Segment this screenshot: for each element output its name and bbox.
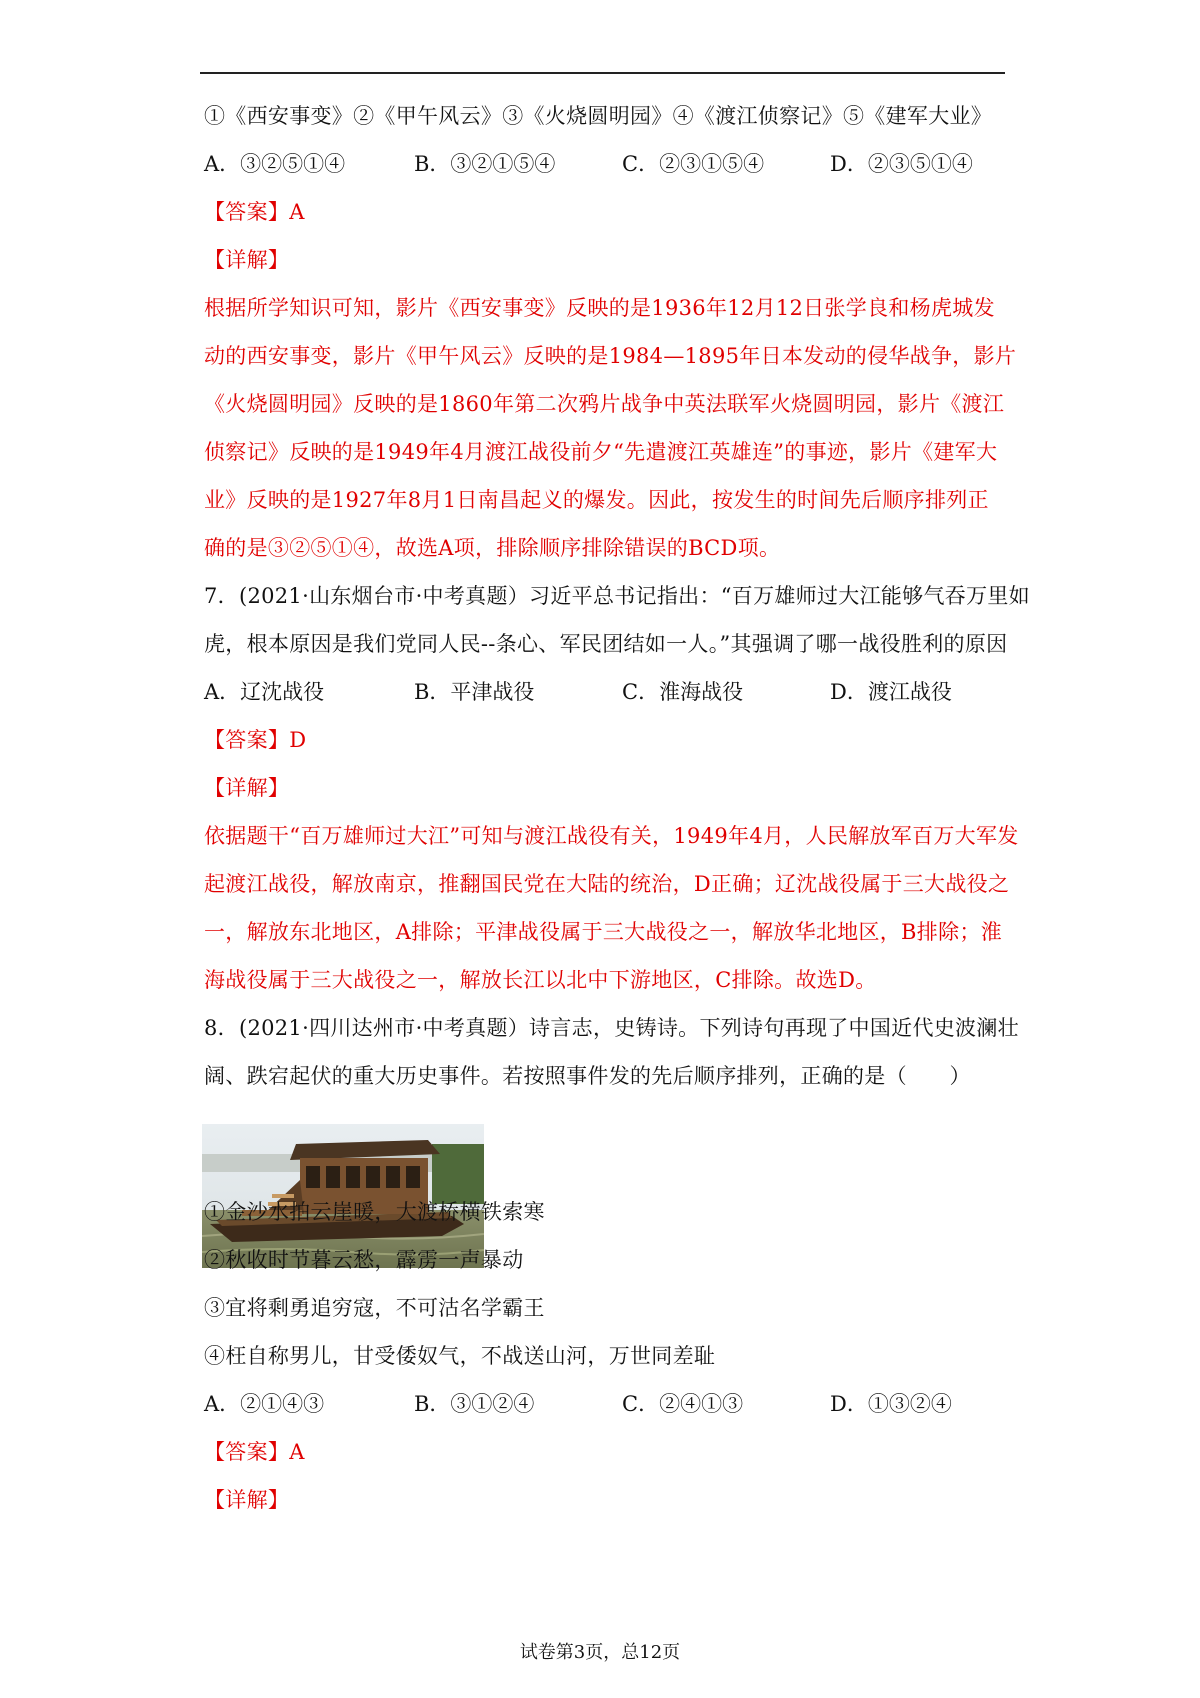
q6-answer bbox=[204, 188, 1004, 236]
q8-answer bbox=[204, 1428, 1004, 1476]
header-rule bbox=[200, 72, 1005, 74]
q8-item-4: ④枉自称男儿，甘受倭奴气，不战送山河，万世同差耻 bbox=[204, 1344, 716, 1368]
q6-options-list: ①《西安事变》②《甲午风云》③《火烧圆明园》④《渡江侦察记》⑤《建军大业》 bbox=[204, 104, 993, 128]
q6-detail-line: 业》反映的是1927年8月1日南昌起义的爆发。因此，按发生的时间先后顺序排列正 bbox=[204, 488, 989, 512]
q6-detail-line: 确的是③②⑤①④，故选A项，排除顺序排除错误的BCD项。 bbox=[204, 536, 781, 560]
q7-detail-line: 依据题干“百万雄师过大江”可知与渡江战役有关，1949年4月，人民解放军百万大军发 bbox=[204, 824, 1019, 848]
q7-answer bbox=[204, 716, 1004, 764]
q8-item-3: ③宜将剩勇追穷寇，不可沽名学霸王 bbox=[204, 1296, 545, 1320]
q6-choice-c: C．②③①⑤④ bbox=[622, 152, 765, 176]
q8-answer-label: 【答案】 bbox=[204, 1440, 290, 1464]
q8-detail-label: 【详解】 bbox=[204, 1488, 290, 1512]
q8-stem-line: 8．(2021·四川达州市·中考真题）诗言志，史铸诗。下列诗句再现了中国近代史波澜壮 bbox=[204, 1016, 1019, 1040]
q6-choice-a: A．③②⑤①④ bbox=[204, 152, 346, 176]
q6-choice-b: B．③②①⑤④ bbox=[414, 152, 556, 176]
page-footer: 试卷第3页，总12页 bbox=[519, 1642, 681, 1663]
q6-choices bbox=[204, 140, 1004, 188]
q7-choice-d: D．渡江战役 bbox=[830, 680, 952, 704]
q8-choice-b: B．③①②④ bbox=[414, 1392, 535, 1416]
q8-item-2: ②秋收时节暮云愁，霹雳一声暴动 bbox=[204, 1248, 524, 1272]
q7-stem-line: 虎，根本原因是我们党同人民--条心、军民团结如一人。”其强调了哪一战役胜利的原因 bbox=[204, 632, 1008, 656]
q6-detail-line: 动的西安事变，影片《甲午风云》反映的是1984—1895年日本发动的侵华战争，影片 bbox=[204, 344, 1017, 368]
q7-detail-line: 一，解放东北地区，A排除；平津战役属于三大战役之一，解放华北地区，B排除；淮 bbox=[204, 920, 1002, 944]
q7-choice-b: B．平津战役 bbox=[414, 680, 535, 704]
q7-detail-line: 海战役属于三大战役之一，解放长江以北中下游地区，C排除。故选D。 bbox=[204, 968, 877, 992]
q8-choices bbox=[204, 1380, 1004, 1428]
q8-choice-d: D．①③②④ bbox=[830, 1392, 952, 1416]
q6-detail-line: 侦察记》反映的是1949年4月渡江战役前夕“先遣渡江英雄连”的事迹，影片《建军大 bbox=[204, 440, 998, 464]
q6-choice-d: D．②③⑤①④ bbox=[830, 152, 973, 176]
q7-detail-line: 起渡江战役，解放南京，推翻国民党在大陆的统治，D正确；辽沈战役属于三大战役之 bbox=[204, 872, 1010, 896]
q6-answer-label: 【答案】 bbox=[204, 200, 290, 224]
q6-detail-label: 【详解】 bbox=[204, 248, 290, 272]
q7-stem-line: 7．(2021·山东烟台市·中考真题）习近平总书记指出：“百万雄师过大江能够气吞万里如 bbox=[204, 584, 1030, 608]
q8-answer-value: A bbox=[289, 1440, 305, 1464]
q8-choice-a: A．②①④③ bbox=[204, 1392, 325, 1416]
q8-stem-line: 阔、跌宕起伏的重大历史事件。若按照事件发的先后顺序排列，正确的是（ ） bbox=[204, 1064, 971, 1088]
q7-choice-c: C．淮海战役 bbox=[622, 680, 744, 704]
q6-detail-line: 根据所学知识可知，影片《西安事变》反映的是1936年12月12日张学良和杨虎城发 bbox=[204, 296, 995, 320]
q7-choice-a: A．辽沈战役 bbox=[204, 680, 325, 704]
q7-choices bbox=[204, 668, 1004, 716]
q7-answer-label: 【答案】 bbox=[204, 728, 290, 752]
q8-item-1: ①金沙水拍云崖暖，大渡桥横铁索寒 bbox=[204, 1200, 545, 1224]
q7-detail-label: 【详解】 bbox=[204, 776, 290, 800]
q8-choice-c: C．②④①③ bbox=[622, 1392, 744, 1416]
q7-answer-value: D bbox=[289, 728, 307, 752]
q6-detail-line: 《火烧圆明园》反映的是1860年第二次鸦片战争中英法联军火烧圆明园，影片《渡江 bbox=[204, 392, 1005, 416]
q6-answer-value: A bbox=[289, 200, 305, 224]
